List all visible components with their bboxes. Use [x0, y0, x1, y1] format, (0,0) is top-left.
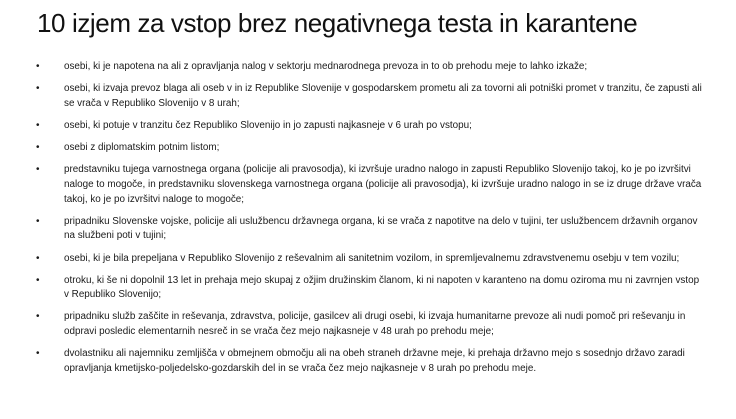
bullet-icon: •: [36, 142, 40, 154]
bullet-text: otroku, ki še ni dopolnil 13 let in prehaja mejo skupaj z ožjim družinskim članom, ki ni napoten v karanteno na domu oziroma mu ni zavrnjen vstop v Republiko Slovenijo;: [64, 274, 700, 301]
bullet-item: [36, 252, 702, 267]
bullet-item: [36, 347, 702, 376]
bullet-text: osebi, ki izvaja prevoz blaga ali oseb v in iz Republike Slovenije v gospodarskem prometu ali za tovorni ali potniški promet v tranzitu, če zapusti ali se vrača v Republiko Slovenijo v 8 urah;: [64, 83, 702, 109]
bullet-text: dvolastniku ali najemniku zemljišča v obmejnem območju ali na obeh straneh državne meje, ki prehaja državno mejo s sosednjo državo zaradi opravljanja kmetijsko-poljedelsko-gozdarskih del in se vrača čez mejo najkasneje v 8 urah po prehodu meje.: [64, 348, 685, 374]
bullet-text: osebi, ki je napotena na ali z opravljanja nalog v sektorju mednarodnega prevoza in to ob prehodu meje to lahko izkaže;: [64, 61, 588, 72]
bullet-item: [36, 119, 702, 134]
bullet-list: [36, 60, 702, 384]
bullet-icon: •: [36, 348, 40, 360]
bullet-item: [36, 60, 702, 75]
bullet-icon: •: [36, 119, 40, 131]
bullet-icon: •: [36, 274, 40, 286]
bullet-icon: •: [36, 164, 40, 176]
bullet-text: osebi, ki potuje v tranzitu čez Republiko Slovenijo in jo zapusti najkasneje v 6 urah po vstopu;: [64, 119, 472, 131]
bullet-text: pripadniku Slovenske vojske, policije ali uslužbencu državnega organa, ki se vrača z napotitve na delo v tujini, ter uslužbencem državnih organov na službeni poti v tujini;: [64, 215, 698, 242]
bullet-text: predstavniku tujega varnostnega organa (policije ali pravosodja), ki izvršuje uradno nalogo in zapusti Republiko Slovenijo takoj, ko je po izvršitvi naloge to mogoče, in predstavniku slovenskega varnostnega organa (policije ali pravosodja), ki izvršuje uradno nalogo in se iz druge države vrača takoj, ko je po izvršitvi naloge to mogoče;: [64, 164, 702, 205]
bullet-text: osebi z diplomatskim potnim listom;: [64, 142, 220, 154]
bullet-icon: •: [36, 83, 40, 95]
bullet-icon: •: [36, 61, 40, 72]
bullet-icon: •: [36, 215, 40, 227]
bullet-text: pripadniku služb zaščite in reševanja, zdravstva, policije, gasilcev ali drugi osebi, ki izvaja humanitarne prevoze ali nudi pomoč pri reševanju in odpravi posledic elementarnih nesreč in se vrača čez mejo najkasneje v 48 urah po prehodu meje;: [64, 311, 686, 338]
bullet-item: [36, 141, 702, 156]
bullet-item: [36, 274, 702, 303]
bullet-item: [36, 163, 702, 207]
bullet-item: [36, 310, 702, 339]
bullet-icon: •: [36, 252, 40, 264]
slide-title: 10 izjem za vstop brez negativnega testa in karantene: [37, 8, 638, 38]
bullet-item: [36, 82, 702, 111]
bullet-text: osebi, ki je bila prepeljana v Republiko Slovenijo z reševalnim ali sanitetnim vozilom, in spremljevalnemu zdravstvenemu osebju v tem vozilu;: [64, 252, 680, 264]
bullet-icon: •: [36, 311, 40, 323]
bullet-item: [36, 215, 702, 244]
